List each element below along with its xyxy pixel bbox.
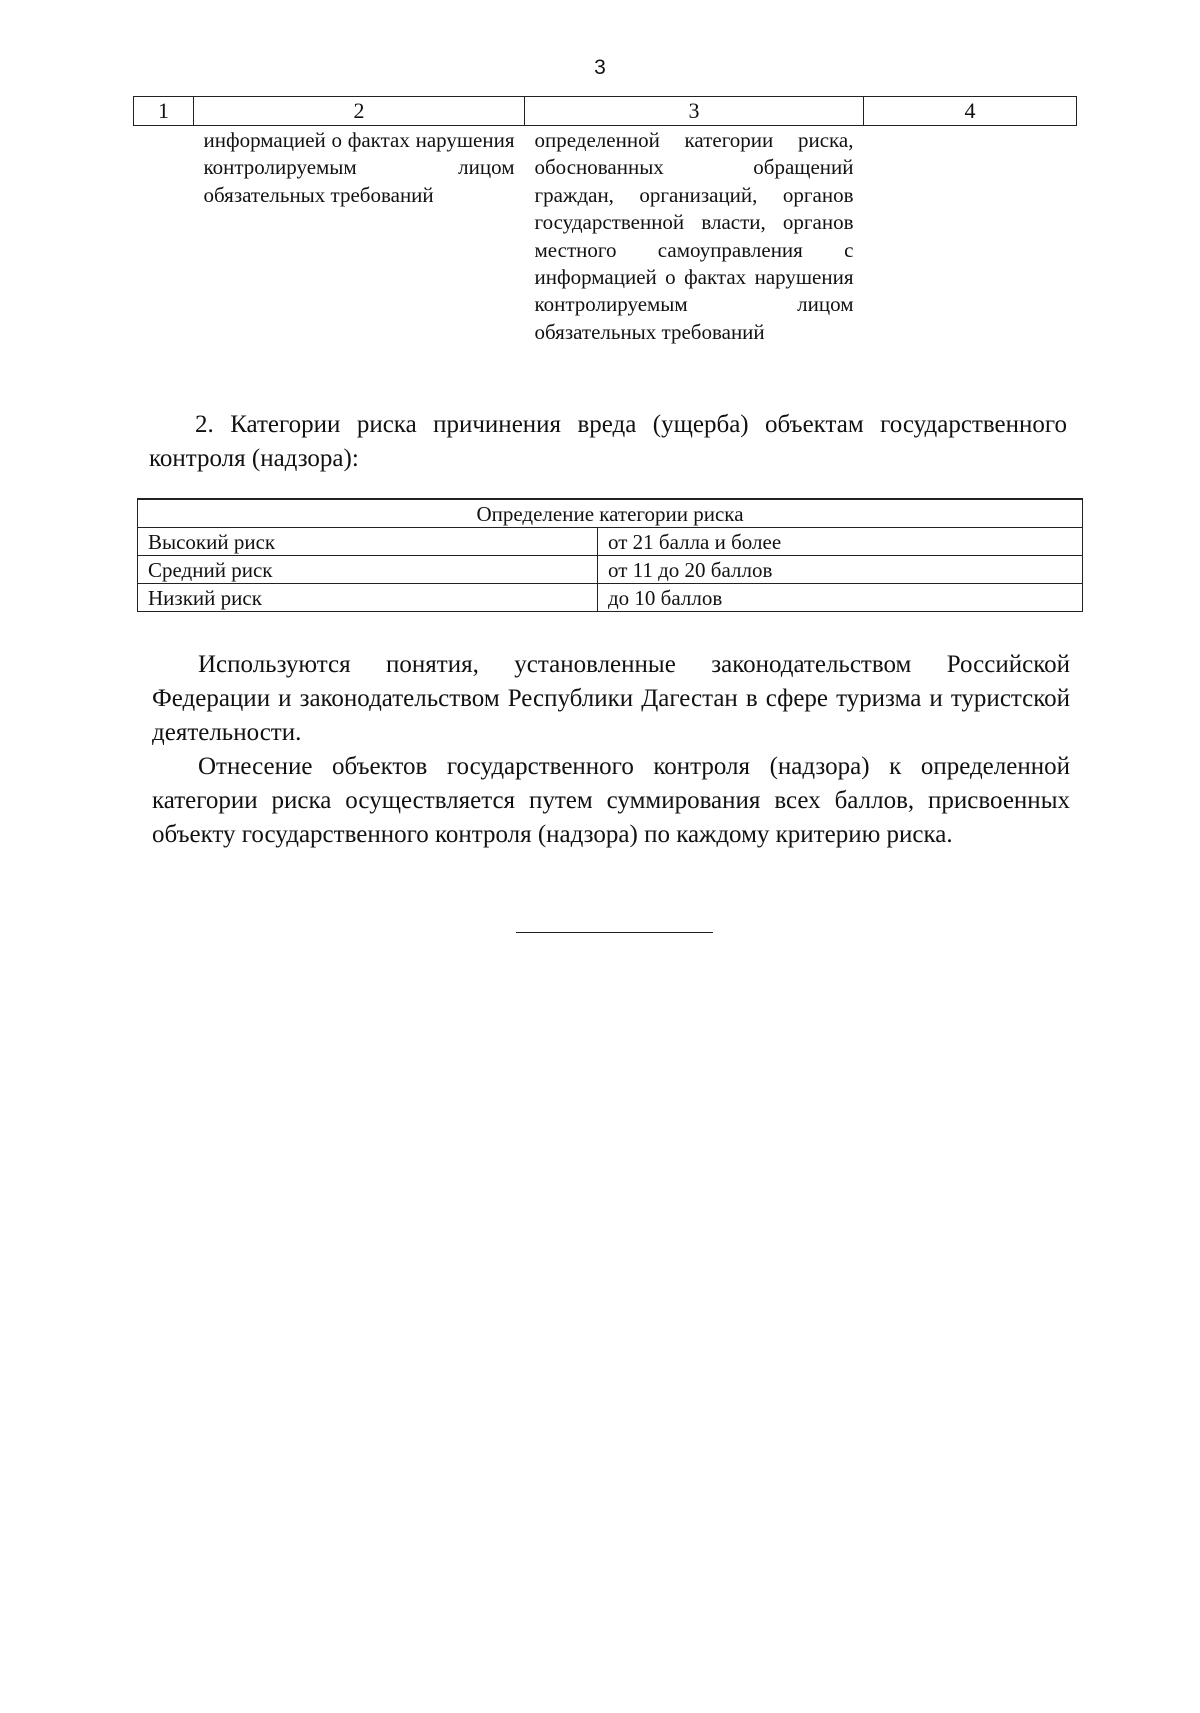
risk-category: Средний риск [138,556,598,584]
column-header: 3 [525,97,864,126]
paragraph: Используются понятия, установленные законодательством Российской Федерации и законодательством Республики Дагестан в сфере туризма и туристской деятельности. [152,651,1070,746]
risk-points: до 10 баллов [598,584,1083,612]
table-row [134,126,1077,347]
table-header-row [138,499,1083,528]
table-row [138,528,1083,556]
column-header: 4 [864,97,1077,126]
risk-category: Высокий риск [138,528,598,556]
continuation-table [133,96,1077,346]
table-row [138,556,1083,584]
column-header: 1 [134,97,194,126]
section-text: Категории риска причинения вреда (ущерба) объектам государственного контроля (надзора): [149,411,1067,472]
risk-points: от 11 до 20 баллов [598,556,1083,584]
page-number: 3 [594,56,606,79]
table-header: Определение категории риска [138,499,1083,528]
end-divider [516,932,713,933]
risk-category: Низкий риск [138,584,598,612]
column-header: 2 [194,97,525,126]
paragraph: Отнесение объектов государственного контроля (надзора) к определенной категории риска осуществляется путем суммирования всех баллов, присвоенных объекту государственного контроля (надзора) по каждому критерию риска. [152,753,1070,848]
section-heading [149,408,1067,476]
table-cell [864,126,1077,347]
table-cell: информацией о фактах нарушения контролируемым лицом обязательных требований [203,128,515,207]
table-row [138,584,1083,612]
section-number: 2. [195,411,214,438]
table-cell [134,126,194,347]
risk-points: от 21 балла и более [598,528,1083,556]
table-cell: определенной категории риска, обоснованных обращений граждан, организаций, органов государственной власти, органов местного самоуправления с информацией о фактах нарушения контролируемым лицом обязательных требований [534,128,854,344]
risk-category-table [137,498,1083,612]
table-header-row [134,97,1077,126]
body-text [152,648,1070,852]
